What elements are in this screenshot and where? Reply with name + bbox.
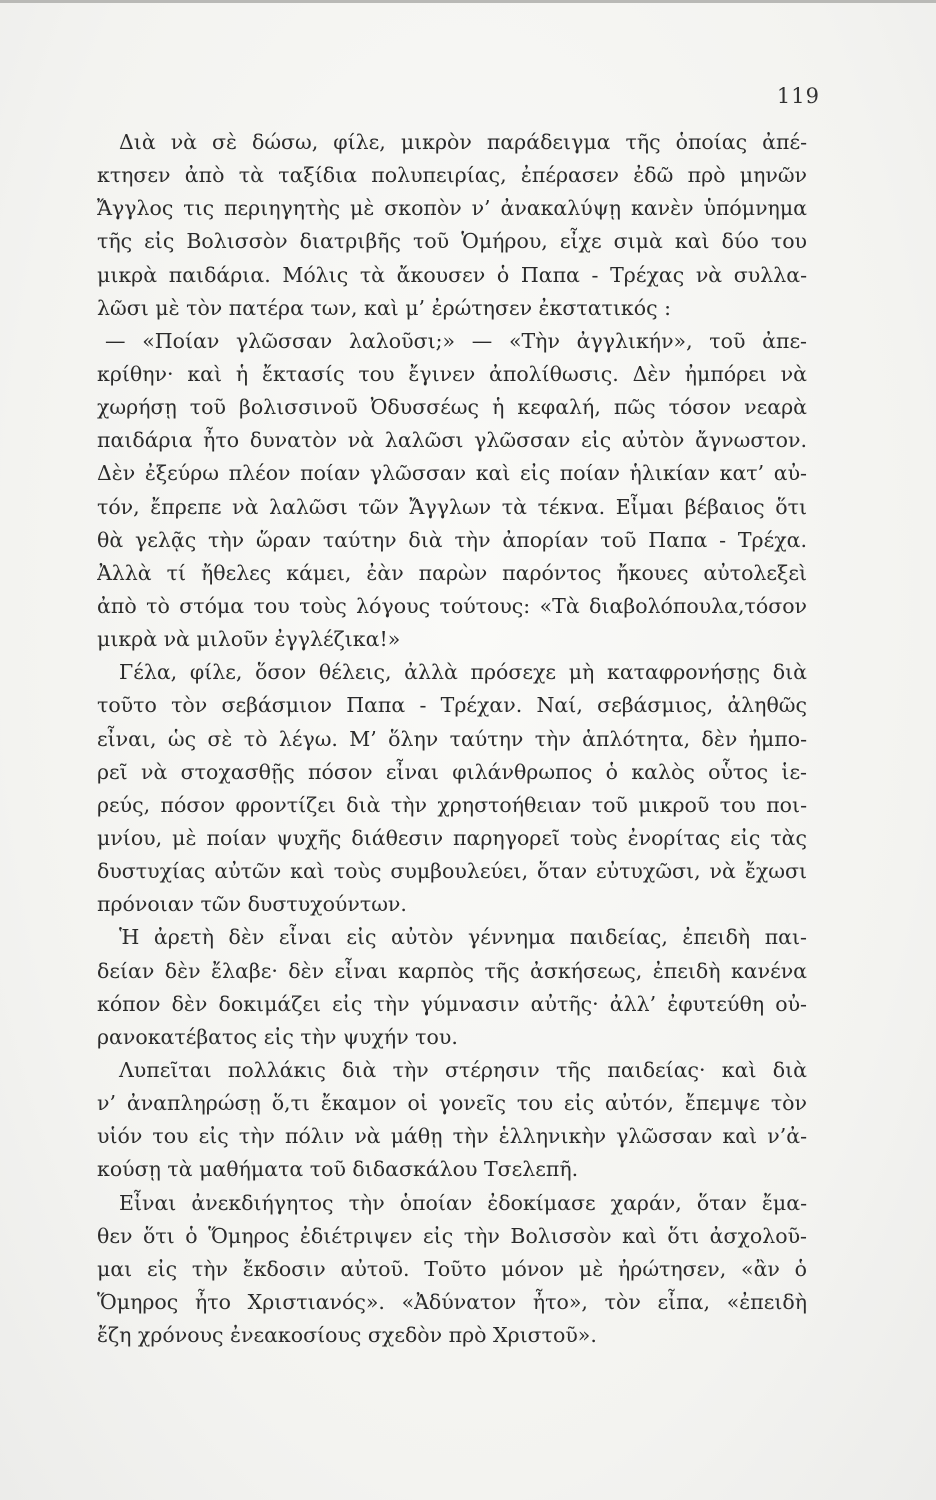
text-line: παιδάρια ἦτο δυνατὸν νὰ λαλῶσι γλῶσσαν εἰς αὐτὸν ἄγνωστον. <box>97 428 807 453</box>
text-line: δυστυχίας αὐτῶν καὶ τοὺς συμβουλεύει, ὅταν εὐτυχῶσι, νὰ ἔχωσι <box>97 859 807 884</box>
text-line: κρίθην· καὶ ἡ ἔκτασίς του ἔγινεν ἀπολίθωσις. Δὲν ἠμπόρει νὰ <box>97 361 807 386</box>
text-line: Ἡ ἀρετὴ δὲν εἶναι εἰς αὐτὸν γέννημα παιδείας, ἐπειδὴ παι- <box>119 925 807 950</box>
text-line: λῶσι μὲ τὸν πατέρα των, καὶ μ’ ἐρώτησεν ἐκστατικός : <box>97 295 671 320</box>
text-line: ἔζη χρόνους ἐνεακοσίους σχεδὸν πρὸ Χριστοῦ». <box>97 1323 597 1348</box>
text-line: Δὲν ἐξεύρω πλέον ποίαν γλῶσσαν καὶ εἰς ποίαν ἡλικίαν κατ’ αὐ- <box>97 461 807 486</box>
text-line: μικρὰ νὰ μιλοῦν ἐγγλέζικα!» <box>97 627 401 652</box>
text-line: εἶναι, ὡς σὲ τὸ λέγω. Μ’ ὅλην ταύτην τὴν ἁπλότητα, δὲν ἠμπο- <box>97 726 807 751</box>
body-text <box>97 126 807 1352</box>
text-line: δείαν δὲν ἔλαβε· δὲν εἶναι καρπὸς τῆς ἀσκήσεως, ἐπειδὴ κανένα <box>97 958 807 983</box>
text-line: Διὰ νὰ σὲ δώσω, φίλε, μικρὸν παράδειγμα τῆς ὁποίας ἀπέ- <box>119 130 807 154</box>
text-line: υἱόν του εἰς τὴν πόλιν νὰ μάθῃ τὴν ἑλληνικὴν γλῶσσαν καὶ ν’ἀ- <box>97 1124 807 1149</box>
text-line: ν’ ἀναπληρώσῃ ὅ,τι ἔκαμον οἱ γονεῖς του εἰς αὐτόν, ἔπεμψε τὸν <box>97 1091 807 1116</box>
text-line: — «Ποίαν γλῶσσαν λαλοῦσι;» — «Τὴν ἀγγλικήν», τοῦ ἀπε- <box>105 328 807 353</box>
text-line: τοῦτο τὸν σεβάσμιον Παπα - Τρέχαν. Ναί, σεβάσμιος, ἀληθῶς <box>97 693 807 718</box>
text-line: θεν ὅτι ὁ Ὅμηρος ἐδιέτριψεν εἰς τὴν Βολισσὸν καὶ ὅτι ἀσχολοῦ- <box>97 1223 807 1248</box>
text-line: ρεῖ νὰ στοχασθῇς πόσον εἶναι φιλάνθρωπος ὁ καλὸς οὗτος ἱε- <box>97 759 807 784</box>
text-line: Λυπεῖται πολλάκις διὰ τὴν στέρησιν τῆς παιδείας· καὶ διὰ <box>119 1057 807 1082</box>
text-line: πρόνοιαν τῶν δυστυχούντων. <box>97 892 407 917</box>
text-line: Ἄγγλος τις περιηγητὴς μὲ σκοπὸν ν’ ἀνακαλύψῃ κανὲν ὑπόμνημα <box>97 196 807 221</box>
text-line: μικρὰ παιδάρια. Μόλις τὰ ἄκουσεν ὁ Παπα - Τρέχας νὰ συλλα- <box>97 262 807 287</box>
text-line: χωρήσῃ τοῦ βολισσινοῦ Ὀδυσσέως ἡ κεφαλή, πῶς τόσον νεαρὰ <box>97 395 807 420</box>
text-line: Εἶναι ἀνεκδιήγητος τὴν ὁποίαν ἐδοκίμασε χαράν, ὅταν ἔμα- <box>119 1190 807 1215</box>
page-top-edge <box>0 0 936 3</box>
text-line: θὰ γελᾷς τὴν ὥραν ταύτην διὰ τὴν ἀπορίαν τοῦ Παπα - Τρέχα. <box>97 527 807 552</box>
text-line: τόν, ἔπρεπε νὰ λαλῶσι τῶν Ἄγγλων τὰ τέκνα. Εἶμαι βέβαιος ὅτι <box>97 494 807 519</box>
text-line: ἀπὸ τὸ στόμα του τοὺς λόγους τούτους: «Τὰ διαβολόπουλα,τόσον <box>97 593 807 618</box>
text-line: ρεύς, πόσον φροντίζει διὰ τὴν χρηστοήθειαν τοῦ μικροῦ του ποι- <box>97 792 807 817</box>
text-line: κτησεν ἀπὸ τὰ ταξίδια πολυπειρίας, ἐπέρασεν ἐδῶ πρὸ μηνῶν <box>97 163 807 188</box>
text-line: Ἀλλὰ τί ἤθελες κάμει, ἐὰν παρὼν παρόντος ἤκουες αὐτολεξεὶ <box>97 560 807 585</box>
text-line: τῆς εἰς Βολισσὸν διατριβῆς τοῦ Ὁμήρου, εἶχε σιμὰ καὶ δύο του <box>97 229 807 254</box>
text-line: μνίου, μὲ ποίαν ψυχῆς διάθεσιν παρηγορεῖ τοὺς ἐνορίτας εἰς τὰς <box>97 825 807 850</box>
text-line: κούσῃ τὰ μαθήματα τοῦ διδασκάλου Τσελεπῆ. <box>97 1157 579 1182</box>
text-line: κόπον δὲν δοκιμάζει εἰς τὴν γύμνασιν αὐτῆς· ἀλλ’ ἐφυτεύθη οὐ- <box>97 991 807 1016</box>
text-line: ρανοκατέβατος εἰς τὴν ψυχήν του. <box>97 1024 458 1049</box>
page-number: 119 <box>776 84 820 108</box>
text-line: Ὅμηρος ἦτο Χριστιανός». «Ἀδύνατον ἦτο», τὸν εἶπα, «ἐπειδὴ <box>97 1289 807 1314</box>
text-line: μαι εἰς τὴν ἔκδοσιν αὐτοῦ. Τοῦτο μόνον μὲ ἠρώτησεν, «ἂν ὁ <box>97 1256 807 1281</box>
text-line: Γέλα, φίλε, ὅσον θέλεις, ἀλλὰ πρόσεχε μὴ καταφρονήσῃς διὰ <box>119 660 807 685</box>
